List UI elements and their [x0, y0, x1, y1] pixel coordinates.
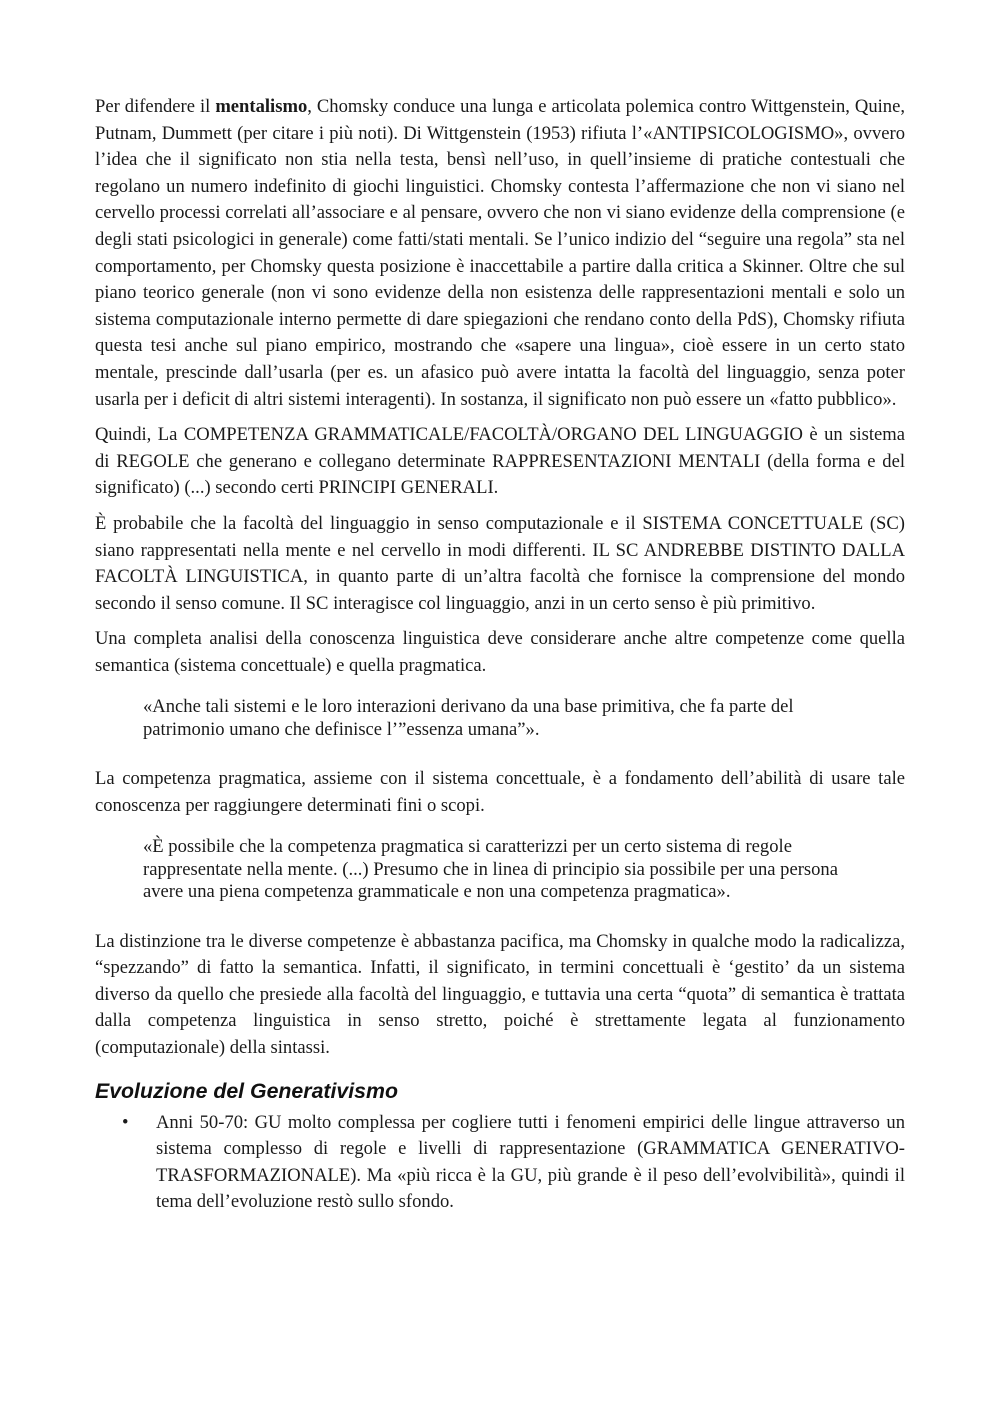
list-item [95, 1110, 905, 1216]
list-item-text: Anni 50-70: GU molto complessa per cogliere tutti i fenomeni empirici delle lingue attraverso un sistema complesso di regole e livelli di rappresentazione (GRAMMATICA GENERATIVO-TRASFORMAZIONALE). Ma «più ricca è la GU, più grande è il peso dell’evolvibilità», quindi il tema dell’evoluzione restò sullo sfondo. [156, 1111, 905, 1213]
block-quote-essenza-umana: «Anche tali sistemi e le loro interazioni derivano da una base primitiva, che fa parte del patrimonio umano che definisce l’”essenza umana”». [143, 696, 794, 740]
paragraph-text: Per difendere il [95, 96, 216, 117]
paragraph-competenza-pragmatica: La competenza pragmatica, assieme con il sistema concettuale, è a fondamento dell’abilità di usare tale conoscenza per raggiungere determinati fini o scopi. [95, 768, 905, 816]
paragraph-distinzione-competenze: La distinzione tra le diverse competenze è abbastanza pacifica, ma Chomsky in qualche modo la radicalizza, “spezzando” di fatto la semantica. Infatti, il significato, in termini concettuali è ‘gestito’ da un sistema diverso da quello che presiede alla facoltà del linguaggio, e tuttavia una certa “quota” di semantica è trattata dalla competenza linguistica in senso stretto, poiché è strettamente legata al funzionamento (computazionale) della sintassi. [95, 930, 905, 1059]
paragraph-competenza-grammaticale: Quindi, La COMPETENZA GRAMMATICALE/FACOLTÀ/ORGANO DEL LINGUAGGIO è un sistema di REGOLE che generano e collegano determinate RAPPRESENTAZIONI MENTALI (della forma e del significato) (...) secondo certi PRINCIPI GENERALI. [95, 424, 905, 499]
bullet-list [95, 1110, 905, 1216]
bold-term-mentalismo: mentalismo [215, 96, 308, 117]
paragraph-text: , Chomsky conduce una lunga e articolata polemica contro Wittgenstein, Quine, Putnam, Dummett (per citare i più noti). Di Wittgenstein (1953) rifiuta l’«ANTIPSICOLOGISMO», ovvero l’idea che il significato non stia nella testa, bensì nell’uso, in quell’insieme di pratiche contestuali che regolano un numero indefinito di giochi linguistici. Chomsky contesta l’affermazione che non vi siano nel cervello processi correlati all’associare e al pensare, ovvero che non vi siano evidenze della comprensione (e degli stati psicologici in generale) come fatti/stati mentali. Se l’unico indizio del “seguire una regola” sta nel comportamento, per Chomsky questa posizione è inaccettabile a partire dalla critica a Skinner. Oltre che sul piano teorico generale (non vi sono evidenze della non esistenza delle rappresentazioni mentali e solo un sistema computazionale interno permette di dare spiegazioni che rendano conto della PdS), Chomsky rifiuta questa tesi anche sul piano empirico, mostrando che «sapere una lingua», cioè essere in un certo stato mentale, prescinde dall’usarla (per es. un afasico può avere intatta la facoltà del linguaggio, senza poter usarla per i deficit di altri sistemi interagenti). In sostanza, il significato non può essere un «fatto pubblico». [95, 96, 905, 410]
paragraph-mentalism [95, 94, 905, 413]
paragraph-sistema-concettuale: È probabile che la facoltà del linguaggio in senso computazionale e il SISTEMA CONCETTUALE (SC) siano rappresentati nella mente e nel cervello in modi differenti. IL SC ANDREBBE DISTINTO DALLA FACOLTÀ LINGUISTICA, in quanto parte di un’altra facoltà che fornisce la comprensione del mondo secondo il senso comune. Il SC interagisce col linguaggio, anzi in un certo senso è più primitivo. [95, 512, 905, 614]
document-page [95, 94, 905, 1216]
section-heading: Evoluzione del Generativismo [95, 1078, 398, 1103]
bullet-icon: • [122, 1111, 129, 1133]
paragraph-analisi-conoscenza: Una completa analisi della conoscenza linguistica deve considerare anche altre competenze come quella semantica (sistema concettuale) e quella pragmatica. [95, 628, 905, 676]
block-quote-competenza-pragmatica: «È possibile che la competenza pragmatica si caratterizzi per un certo sistema di regole rappresentate nella mente. (...) Presumo che in linea di principio sia possibile per una persona avere una piena competenza grammaticale e non una competenza pragmatica». [143, 836, 838, 903]
